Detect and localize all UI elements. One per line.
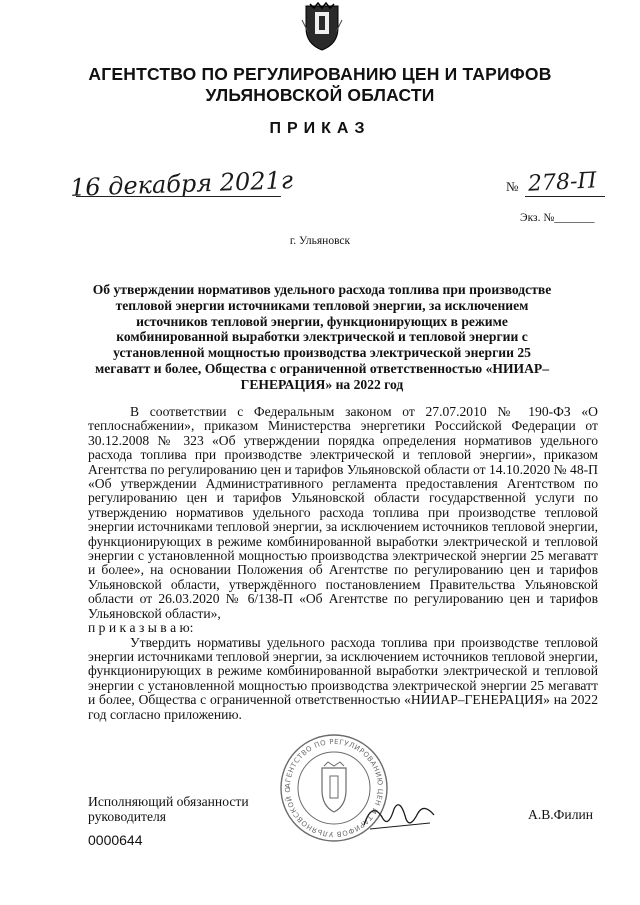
agency-name-line2: УЛЬЯНОВСКОЙ ОБЛАСТИ — [205, 85, 435, 105]
order-body — [88, 405, 598, 722]
coat-of-arms-emblem — [300, 2, 344, 52]
orders-phrase: п р и к а з ы в а ю: — [88, 620, 194, 636]
signatory-name: А.В.Филин — [528, 807, 594, 822]
signatory-position-line1: Исполняющий обязанности — [88, 794, 249, 809]
signatory-position-line2: руководителя — [88, 809, 167, 824]
agency-name-line1: АГЕНТСТВО ПО РЕГУЛИРОВАНИЮ ЦЕН И ТАРИФОВ — [88, 64, 552, 84]
number-underline — [525, 196, 605, 197]
resolution-paragraph: Утвердить нормативы удельного расхода топлива при производстве тепловой энергии источниками тепловой энергии, за исключением источников тепловой энергии, функционирующих в режиме комбинированной выработки электрической и тепловой энергии с установленной мощностью производства электрической энергии 25 мегаватт и более, Общества с ограниченной ответственностью «НИИАР–ГЕНЕРАЦИЯ» на 2022 год согласно приложению. — [88, 634, 598, 722]
date-underline — [76, 196, 281, 197]
city-label: г. Ульяновск — [289, 235, 351, 247]
order-subject-heading: Об утверждении нормативов удельного расхода топлива при производстве тепловой энергии источниками тепловой энергии, за исключением источников тепловой энергии, функционирующих в режиме комбинированной выработки электрической и тепловой энергии с установленной мощностью производства электрической энергии 25 мегаватт и более, Общества с ограниченной ответственностью «НИИАР–ГЕНЕРАЦИЯ» на 2022 год — [92, 282, 552, 392]
copy-number-label: Экз. №_______ — [520, 212, 595, 224]
handwritten-signature — [360, 795, 440, 840]
order-number-handwritten: 278-П — [527, 168, 598, 197]
number-prefix: № — [506, 179, 519, 194]
preamble-paragraph: В соответствии с Федеральным законом от 27.07.2010 № 190-ФЗ «О теплоснабжении», приказом Министерства энергетики Российской Федерации от 30.12.2008 № 323 «Об утверждении порядка определения нормативов удельного расхода топлива при производстве электрической и тепловой энергии», приказом Агентства по регулированию цен и тарифов Ульяновской области от 14.10.2020 № 48-П «Об утверждении Административного регламента предоставления Агентством по регулированию цен и тарифов Ульяновской области государственной услуги по утверждению нормативов удельного расхода топлива при производстве тепловой энергии источниками тепловой энергии, за исключением источников тепловой энергии, функционирующих в режиме комбинированной выработки электрической и тепловой энергии с установленной мощностью производства электрической энергии 25 мегаватт и более», на основании Положения об Агентстве по регулированию цен и тарифов Ульяновской области, утверждённого постановлением Правительства Ульяновской области от 26.03.2020 № 6/138-П «Об Агентстве по регулированию цен и тарифов Ульяновской области», — [88, 404, 598, 621]
stamp-ring-text: АГЕНТСТВО ПО РЕГУЛИРОВАНИЮ ЦЕН И ТАРИФОВ УЛЬЯНОВСКОЙ О — [283, 737, 385, 839]
document-type-title: ПРИКАЗ — [269, 120, 371, 137]
document-code: 0000644 — [88, 832, 143, 848]
date-handwritten: 16 декабря 2021г — [69, 166, 294, 202]
